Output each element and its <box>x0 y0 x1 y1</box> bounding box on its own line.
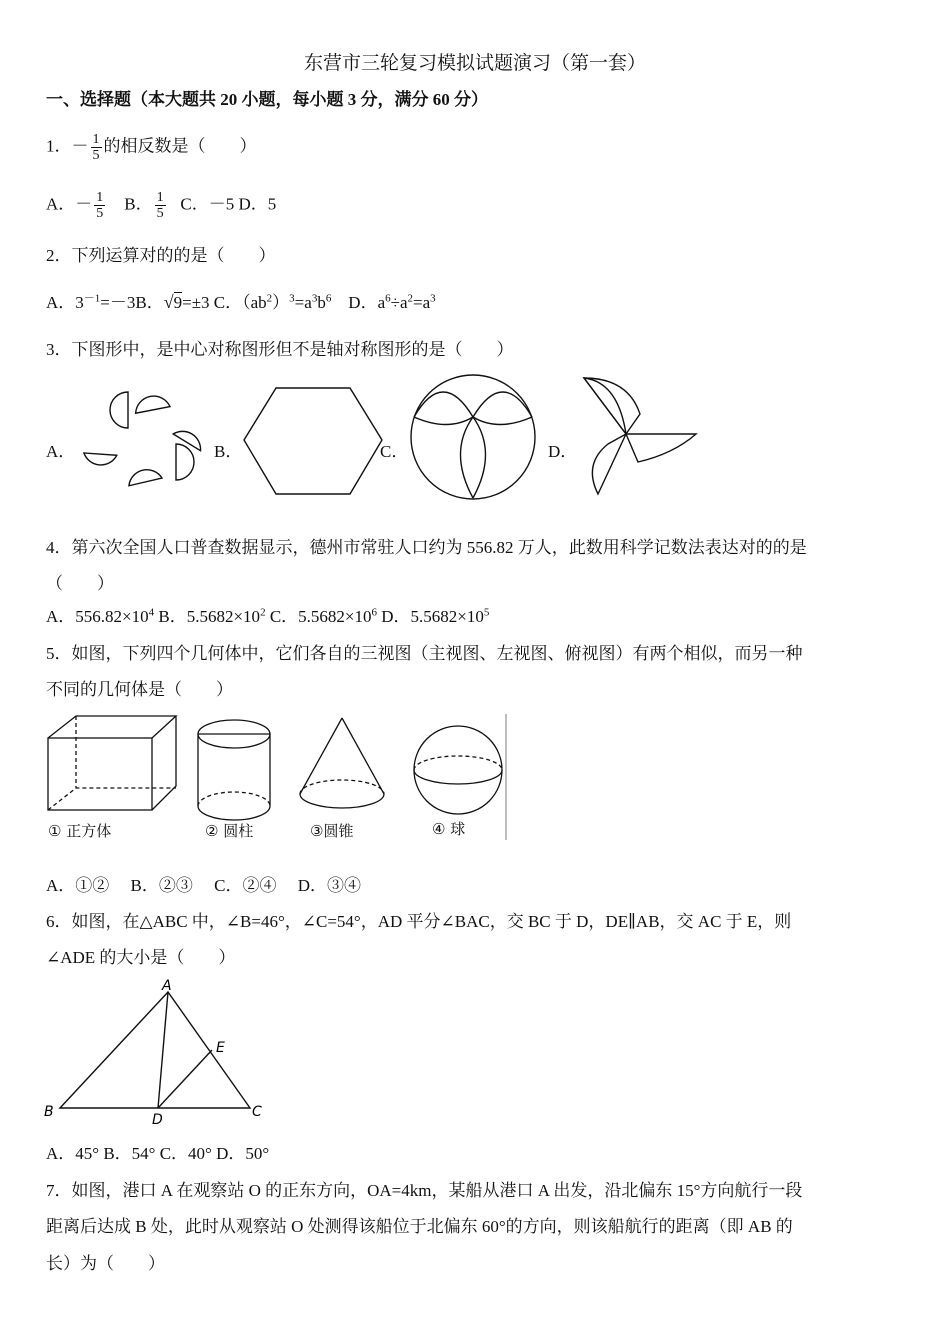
question-6-options: A．45° B．54° C．40° D．50° <box>46 1144 270 1163</box>
question-1: 1．－ $\frac{1}{5}$ 的相反数是（ ） <box>46 132 257 163</box>
caption-sphere: ④ 球 <box>432 820 466 838</box>
q6-triangle-figure <box>40 976 280 1124</box>
question-5: 5．如图，下列四个几何体中，它们各自的三视图（主视图、左视图、俯视图）有两个相似，而另一种 <box>46 644 803 663</box>
question-3: 3．下图形中，是中心对称图形但不是轴对称图形的是（ ） <box>46 340 514 359</box>
caption-cone: ③圆锥 <box>310 822 354 840</box>
question-5-cont: 不同的几何体是（ ） <box>46 680 233 699</box>
question-7-cont: 距离后达成 B 处，此时从观察站 O 处测得该船位于北偏东 60°的方向，则该船航行的距离（即 AB 的 <box>46 1217 793 1236</box>
fraction: $\frac{1}{5}$ <box>92 132 100 163</box>
question-4-options: A．$556.82\times 10^4$ B．$5.5682\times 10^2$ C．$5.5682\times 10^6$ D．$5.5682\times 10^5$ <box>46 606 490 626</box>
q3-figure-a <box>76 380 216 500</box>
caption-cylinder: ② 圆柱 <box>205 822 254 840</box>
question-1-options: A．－ $\frac{1}{5}$ B． $\frac{1}{5}$ C．－5 D．5 <box>46 190 277 221</box>
q3-figure-d <box>578 374 702 498</box>
question-4: 4．第六次全国人口普查数据显示，德州市常驻人口约为 556.82 万人，此数用科学记数法表达对的的是 <box>46 538 807 557</box>
q3-label-c: C． <box>380 442 409 461</box>
point-a: A <box>162 978 172 994</box>
q3-figure-c <box>408 372 538 502</box>
point-c: C <box>252 1104 262 1120</box>
section-heading: 一、选择题（本大题共 20 小题，每小题 3 分，满分 60 分） <box>46 90 488 109</box>
point-b: B <box>44 1104 54 1120</box>
point-e: E <box>216 1040 225 1056</box>
question-2: 2．下列运算对的的是（ ） <box>46 246 276 265</box>
point-d: D <box>152 1112 163 1124</box>
question-2-options: A．$3^{-1}=-3B$．√9=±3 C．$(ab^2)^3=a^3b^6$ D．$a^6\div a^2=a^3$ <box>46 292 436 312</box>
cube-front <box>48 738 152 810</box>
question-7: 7．如图，港口 A 在观察站 O 的正东方向，OA=4km，某船从港口 A 出发，沿北偏东 15°方向航行一段 <box>46 1181 803 1200</box>
q3-label-b: B． <box>214 442 243 461</box>
caption-cube: ① 正方体 <box>48 822 112 840</box>
q3-label-a: A． <box>46 442 76 461</box>
question-6: 6．如图，在△ABC 中，∠B=46°，∠C=54°，AD 平分∠BAC，交 BC 于 D，DE∥AB，交 AC 于 E，则 <box>46 912 792 931</box>
page-title: 东营市三轮复习模拟试题演习（第一套） <box>303 53 646 74</box>
question-7-cont2: 长）为（ ） <box>46 1254 165 1273</box>
q3-figure-b-hexagon <box>240 382 390 498</box>
question-4-paren: （ ） <box>46 574 114 593</box>
question-5-options: A．①② B．②③ C．②④ D．③④ <box>46 876 361 895</box>
q3-label-d: D． <box>548 442 578 461</box>
question-6-cont: ∠ADE 的大小是（ ） <box>46 948 236 967</box>
